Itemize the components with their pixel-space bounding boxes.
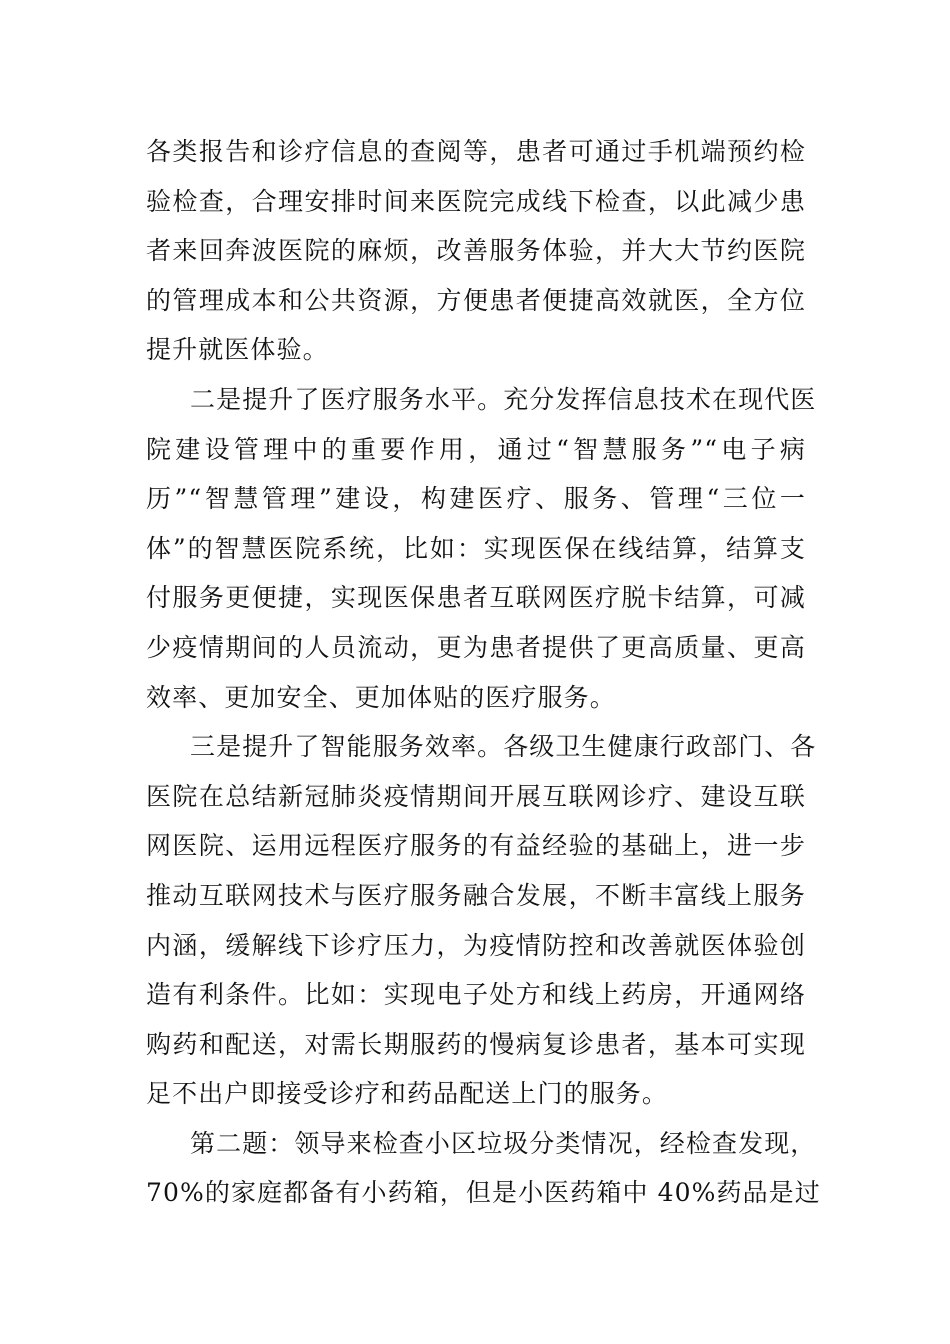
text-line: 推动互联网技术与医疗服务融合发展，不断丰富线上服务 — [146, 880, 806, 910]
text-line: 二是提升了医疗服务水平。充分发挥信息技术在现代医 — [190, 384, 817, 414]
text-line: 足不出户即接受诊疗和药品配送上门的服务。 — [146, 1079, 669, 1109]
text-line: 效率、更加安全、更加体贴的医疗服务。 — [146, 682, 616, 712]
text-line: 少疫情期间的人员流动，更为患者提供了更高质量、更高 — [146, 632, 806, 662]
text-line: 网医院、运用远程医疗服务的有益经验的基础上，进一步 — [146, 831, 806, 861]
text-line: 体”的智慧医院系统，比如：实现医保在线结算，结算支 — [146, 533, 806, 563]
text-line: 70%的家庭都备有小药箱，但是小医药箱中 40%药品是过 — [146, 1178, 821, 1208]
text-line: 付服务更便捷，实现医保患者互联网医疗脱卡结算，可减 — [146, 583, 806, 613]
text-line: 各类报告和诊疗信息的查阅等，患者可通过手机端预约检 — [146, 137, 806, 166]
text-line: 购药和配送，对需长期服药的慢病复诊患者，基本可实现 — [146, 1029, 806, 1059]
text-line: 内涵，缓解线下诊疗压力，为疫情防控和改善就医体验创 — [146, 930, 806, 960]
text-line: 三是提升了智能服务效率。各级卫生健康行政部门、各 — [190, 732, 817, 762]
text-line: 验检查，合理安排时间来医院完成线下检查，以此减少患 — [146, 186, 806, 216]
text-line: 提升就医体验。 — [146, 335, 329, 365]
text-line: 历”“智慧管理”建设，构建医疗、服务、管理“三位一 — [146, 484, 806, 514]
text-line: 者来回奔波医院的麻烦，改善服务体验，并大大节约医院 — [146, 236, 806, 266]
text-line: 医院在总结新冠肺炎疫情期间开展互联网诊疗、建设互联 — [146, 781, 806, 811]
text-line: 的管理成本和公共资源，方便患者便捷高效就医，全方位 — [146, 285, 806, 315]
body-text — [146, 127, 821, 1218]
text-line: 第二题：领导来检查小区垃圾分类情况，经检查发现， — [190, 1128, 817, 1158]
text-line: 院建设管理中的重要作用，通过“智慧服务”“电子病 — [146, 434, 806, 464]
text-line: 造有利条件。比如：实现电子处方和线上药房，开通网络 — [146, 980, 806, 1010]
